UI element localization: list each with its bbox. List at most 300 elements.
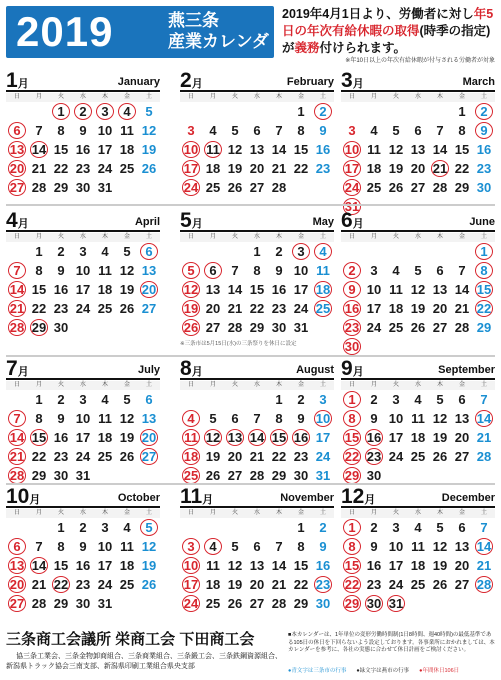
day-number: 9 [79,123,87,138]
day-number: 6 [253,123,261,138]
day-number: 9 [370,411,378,426]
weekday-label: 水 [414,382,421,388]
day-number: 21 [476,430,492,445]
holiday-day-cell [50,575,72,594]
day-cell [28,594,50,613]
weekday-label: 火 [392,94,399,100]
holiday-day-cell [312,280,334,299]
day-cell [246,242,268,261]
day-number: 11 [411,539,425,554]
day-cell [451,556,473,575]
day-number: 13 [9,558,25,573]
day-cell [290,261,312,280]
day-number: 16 [293,430,309,445]
day-number: 5 [231,123,239,138]
month-number-value: 10 [6,485,30,508]
day-number: 24 [97,161,113,176]
day-grid [341,390,495,485]
day-number: 8 [275,411,283,426]
day-number: 10 [344,142,360,157]
day-cell [429,318,451,337]
day-number: 18 [315,282,331,297]
day-cell [312,594,334,613]
holiday-day-cell [180,409,202,428]
day-number: 22 [31,449,47,464]
weekday-label: 金 [458,382,465,388]
weekday-label: 月 [35,510,42,516]
holiday-day-cell [341,409,363,428]
day-number: 9 [57,263,65,278]
holiday-day-cell [473,261,495,280]
holiday-day-cell [28,140,50,159]
day-cell [202,121,224,140]
day-cell [50,299,72,318]
day-number: 5 [436,392,444,407]
day-cell [138,159,160,178]
day-number: 15 [293,142,309,157]
day-cell [224,178,246,197]
day-number: 17 [344,161,360,176]
month-number-value: 11 [180,485,203,508]
day-cell [385,299,407,318]
day-number: 25 [366,180,382,195]
day-number: 23 [366,577,382,592]
day-number: 29 [249,320,265,335]
day-number: 20 [410,161,426,176]
day-cell [224,280,246,299]
day-number: 30 [293,468,309,483]
day-number: 10 [315,411,331,426]
day-cell [94,518,116,537]
day-cell [407,537,429,556]
month-name: March [462,76,495,88]
day-number: 18 [119,142,135,157]
day-number: 5 [436,520,444,535]
day-cell [72,261,94,280]
day-cell [290,102,312,121]
day-number: 22 [249,301,265,316]
day-number: 10 [183,142,199,157]
day-cell [451,428,473,447]
month-suffix: 月 [352,78,364,90]
day-number: 15 [53,142,69,157]
month-suffix: 月 [17,366,29,378]
day-number: 5 [182,262,200,279]
day-cell [385,261,407,280]
day-number: 10 [366,282,382,297]
day-number: 10 [293,263,309,278]
day-number: 21 [432,161,448,176]
day-cell [363,280,385,299]
day-number: 4 [209,123,217,138]
month-suffix: 月 [191,78,203,90]
day-number: 18 [410,558,426,573]
day-number: 12 [410,282,426,297]
day-cell [363,518,385,537]
day-cell [451,178,473,197]
day-cell [451,121,473,140]
holiday-day-cell [138,428,160,447]
day-grid [341,518,495,613]
day-number: 3 [79,244,87,259]
weekday-label: 火 [392,510,399,516]
month-header [341,209,495,232]
holiday-day-cell [6,299,28,318]
weekday-label: 金 [123,94,130,100]
day-cell [246,140,268,159]
day-number: 9 [370,539,378,554]
weekday-label: 金 [458,510,465,516]
weekday-label: 木 [436,382,443,388]
day-cell [385,428,407,447]
day-number: 23 [75,161,91,176]
day-cell [50,159,72,178]
weekday-label: 月 [370,94,377,100]
weekday-label: 水 [414,234,421,240]
day-number: 20 [9,577,25,592]
day-number: 30 [476,180,492,195]
day-number: 29 [344,468,360,483]
weekday-label: 金 [123,510,130,516]
day-number: 7 [35,123,43,138]
day-number: 22 [344,449,360,464]
day-number: 31 [97,180,113,195]
day-number: 19 [141,558,157,573]
day-number: 3 [319,392,327,407]
day-number: 17 [97,142,113,157]
weekday-label: 月 [370,234,377,240]
day-cell [363,159,385,178]
day-number: 7 [253,411,261,426]
day-cell [268,447,290,466]
day-number: 20 [249,577,265,592]
day-cell [202,575,224,594]
day-cell [50,556,72,575]
holiday-day-cell [202,537,224,556]
weekday-label: 日 [187,94,194,100]
weekday-label: 水 [253,382,260,388]
day-cell [50,140,72,159]
day-number: 6 [8,538,26,555]
day-number: 25 [410,577,426,592]
day-cell [290,518,312,537]
day-cell [116,140,138,159]
month-july [6,357,160,485]
weekday-label: 金 [297,382,304,388]
day-cell [312,447,334,466]
day-number: 24 [315,449,331,464]
day-number: 13 [432,282,448,297]
day-number: 15 [249,282,265,297]
day-cell [28,537,50,556]
day-cell [224,575,246,594]
day-cell [224,140,246,159]
day-number: 15 [31,282,47,297]
day-number: 26 [183,320,199,335]
day-cell [72,594,94,613]
notice-text-3: (時季の指定)が [282,24,491,55]
holiday-day-cell [268,428,290,447]
day-number: 27 [410,180,426,195]
day-number: 15 [344,430,360,445]
day-cell [385,447,407,466]
day-number: 4 [392,263,400,278]
day-number: 25 [315,301,331,316]
day-cell [312,390,334,409]
day-cell [385,280,407,299]
weekday-label: 木 [436,510,443,516]
day-number: 10 [183,558,199,573]
weekday-label: 日 [348,382,355,388]
day-number: 19 [183,301,199,316]
day-number: 17 [75,282,91,297]
day-number: 4 [123,520,131,535]
day-number: 24 [75,301,91,316]
day-number: 26 [410,320,426,335]
region-title: 燕三条 [168,11,219,30]
month-name: July [137,364,160,376]
day-cell [407,121,429,140]
day-number: 21 [9,301,25,316]
holiday-day-cell [6,280,28,299]
day-cell [94,280,116,299]
day-cell [138,537,160,556]
day-number: 7 [458,263,466,278]
day-cell [50,390,72,409]
month-november [180,485,334,613]
day-cell [312,428,334,447]
weekday-label: 日 [348,94,355,100]
day-number: 4 [414,392,422,407]
empty-day-cell [224,242,246,261]
day-cell [407,140,429,159]
day-cell [94,242,116,261]
weekday-label: 水 [79,382,86,388]
day-cell [268,390,290,409]
day-number: 24 [183,596,199,611]
day-number: 17 [388,430,404,445]
day-cell [116,280,138,299]
day-number: 14 [31,558,47,573]
weekday-label: 日 [13,234,20,240]
day-number: 7 [8,262,26,279]
day-cell [116,575,138,594]
weekday-label: 木 [275,234,282,240]
empty-day-cell [180,242,202,261]
day-number: 26 [432,577,448,592]
day-number: 13 [141,411,157,426]
day-cell [429,390,451,409]
day-number: 26 [119,449,135,464]
day-cell [94,575,116,594]
day-cell [290,280,312,299]
empty-day-cell [180,102,202,121]
row-divider [6,483,495,485]
month-number-value: 7 [6,357,18,380]
holiday-day-cell [341,537,363,556]
day-number: 14 [476,411,492,426]
day-number: 8 [343,410,361,427]
weekday-header [6,233,160,242]
day-number: 27 [454,577,470,592]
day-number: 28 [31,596,47,611]
empty-day-cell [6,390,28,409]
empty-day-cell [246,518,268,537]
day-cell [72,556,94,575]
day-cell [268,140,290,159]
day-number: 20 [227,449,243,464]
day-number: 25 [205,180,221,195]
day-cell [451,537,473,556]
day-cell [290,594,312,613]
day-number: 22 [271,449,287,464]
weekday-label: 火 [57,94,64,100]
day-number: 10 [75,411,91,426]
month-header [341,69,495,92]
day-number: 27 [432,320,448,335]
day-number: 21 [227,301,243,316]
day-number: 20 [9,161,25,176]
day-number: 19 [410,301,426,316]
weekday-label: 木 [275,382,282,388]
day-cell [429,537,451,556]
day-cell [138,575,160,594]
holiday-day-cell [312,102,334,121]
day-cell [138,390,160,409]
notice-text-2: 年5日の年次有給休暇の取得 [282,7,494,38]
day-cell [268,409,290,428]
empty-day-cell [341,242,363,261]
day-number: 7 [231,263,239,278]
month-number [341,486,375,511]
day-cell [246,299,268,318]
holiday-day-cell [224,428,246,447]
day-number: 19 [432,558,448,573]
day-cell [268,575,290,594]
day-cell [268,318,290,337]
day-number: 24 [366,320,382,335]
day-cell [246,556,268,575]
month-number [341,210,364,235]
weekday-label: 日 [13,94,20,100]
day-grid [6,242,160,337]
holiday-day-cell [341,140,363,159]
day-number: 12 [141,539,157,554]
weekday-label: 水 [253,510,260,516]
holiday-day-cell [6,140,28,159]
day-cell [268,594,290,613]
day-cell [429,121,451,140]
holiday-day-cell [341,261,363,280]
day-number: 4 [101,392,109,407]
day-number: 6 [458,520,466,535]
day-cell [429,575,451,594]
day-cell [116,556,138,575]
day-number: 11 [206,558,220,573]
day-number: 5 [140,519,158,536]
day-cell [407,518,429,537]
day-number: 3 [370,263,378,278]
day-number: 5 [414,263,422,278]
day-number: 9 [57,411,65,426]
weekday-label: 金 [458,94,465,100]
day-number: 12 [432,411,448,426]
day-number: 21 [271,577,287,592]
day-grid [341,102,495,216]
day-number: 30 [271,320,287,335]
day-cell [429,178,451,197]
holiday-day-cell [473,299,495,318]
day-cell [268,537,290,556]
month-number [6,358,29,383]
day-cell [94,428,116,447]
day-number: 10 [388,411,404,426]
weekday-label: 火 [231,94,238,100]
day-number: 7 [275,123,283,138]
day-number: 4 [314,243,332,260]
day-number: 13 [9,142,25,157]
day-cell [407,299,429,318]
day-cell [94,537,116,556]
day-cell [268,159,290,178]
day-number: 15 [293,558,309,573]
day-number: 3 [79,392,87,407]
day-cell [473,556,495,575]
day-cell [268,121,290,140]
weekday-label: 木 [436,234,443,240]
day-cell [116,447,138,466]
holiday-day-cell [312,409,334,428]
holiday-day-cell [180,428,202,447]
day-number: 9 [275,263,283,278]
day-cell [363,318,385,337]
day-number: 25 [410,449,426,464]
month-number [180,70,203,95]
day-cell [407,178,429,197]
row-divider [6,355,495,357]
weekday-label: 土 [480,382,487,388]
day-number: 8 [297,123,305,138]
day-cell [473,428,495,447]
day-number: 6 [204,262,222,279]
day-number: 22 [53,577,69,592]
holiday-day-cell [28,428,50,447]
notice-text-4: 義務 [294,41,320,55]
day-number: 25 [119,577,135,592]
day-number: 9 [297,411,305,426]
month-header [341,357,495,380]
day-cell [312,159,334,178]
day-number: 24 [388,577,404,592]
day-cell [50,261,72,280]
day-cell [202,159,224,178]
holiday-day-cell [6,575,28,594]
day-cell [50,318,72,337]
day-grid [6,102,160,197]
day-cell [116,428,138,447]
day-cell [94,390,116,409]
month-note: ※三条市は5月15日(水)の三条祭りを休日に設定 [180,341,297,347]
day-cell [50,594,72,613]
day-number: 2 [74,103,92,120]
day-cell [72,299,94,318]
day-number: 24 [75,449,91,464]
day-cell [224,299,246,318]
weekday-header [180,93,334,102]
day-number: 27 [227,468,243,483]
day-cell [202,594,224,613]
weekday-header [341,93,495,102]
